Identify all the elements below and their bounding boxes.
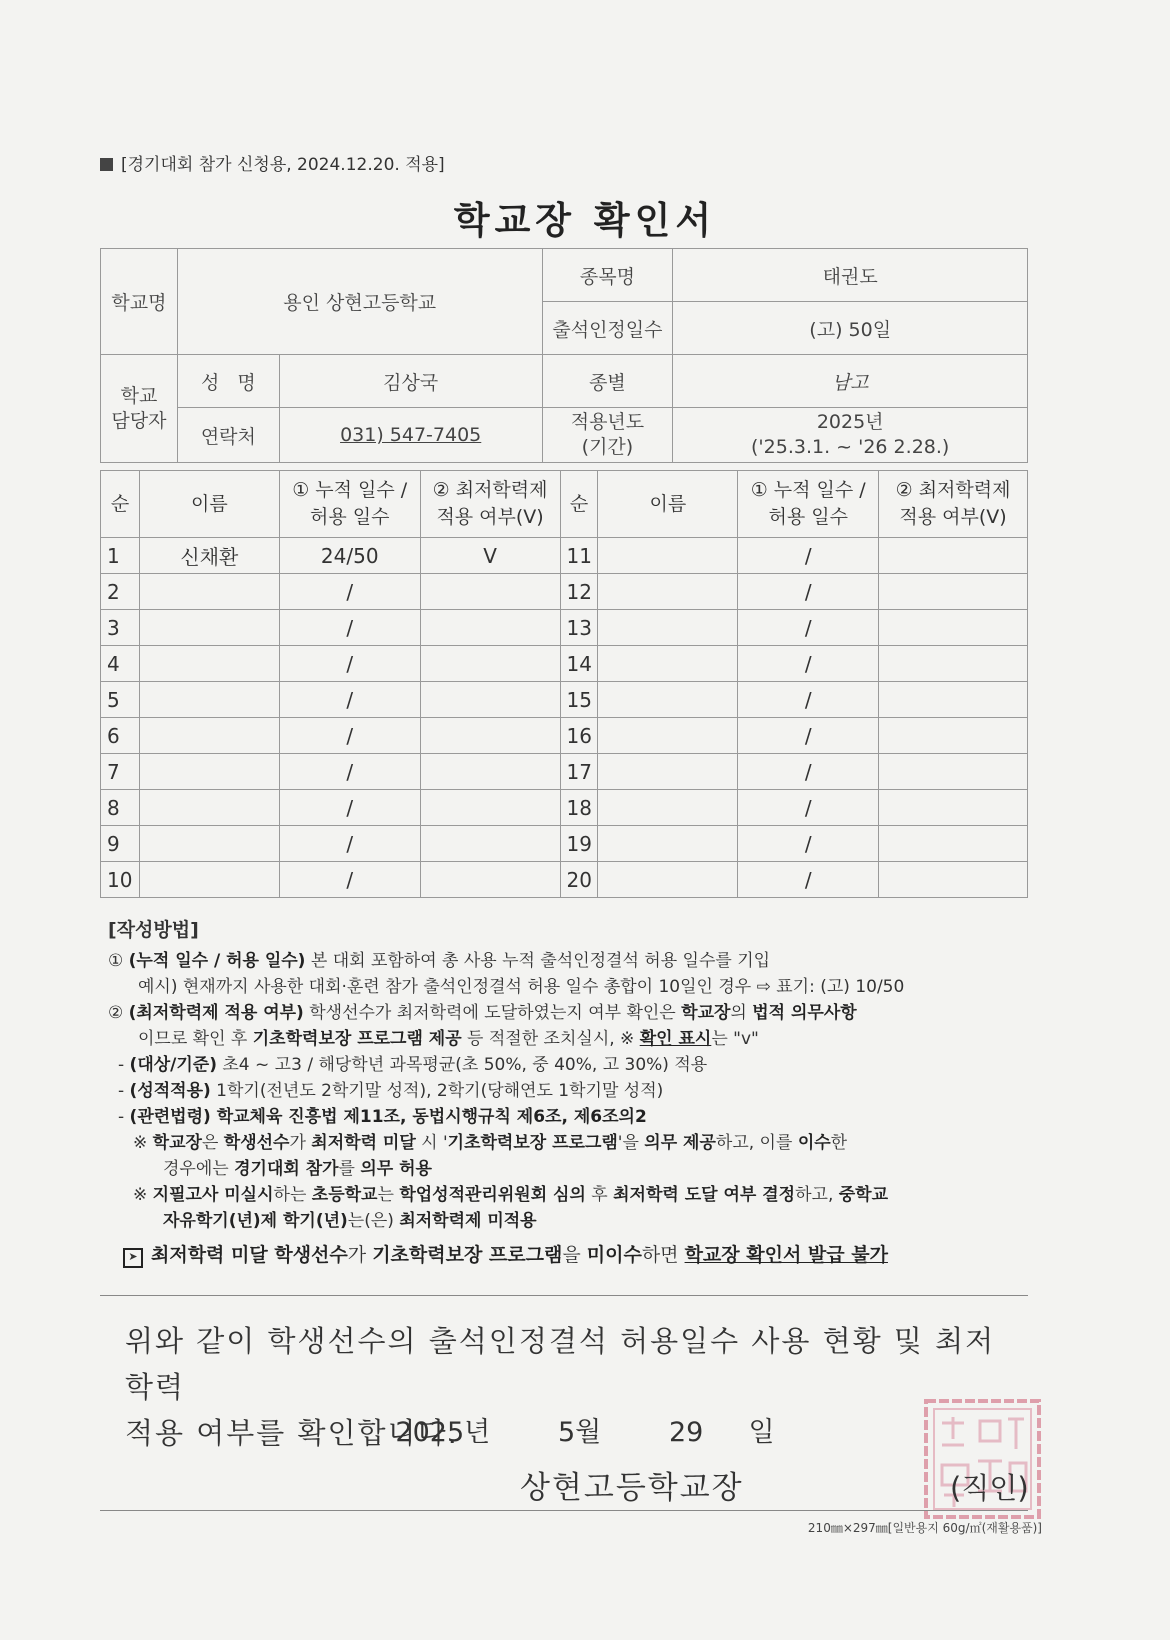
row-name xyxy=(598,682,738,718)
boxed-arrow-icon: ➤ xyxy=(123,1248,143,1268)
term: 최저학력제 미적용 xyxy=(399,1211,537,1231)
term: 경기대회 참가 xyxy=(234,1159,339,1179)
instruction-line xyxy=(108,1000,1038,1026)
row-days: / xyxy=(738,574,879,610)
col-header-days-2 xyxy=(738,471,879,538)
term: 미이수 xyxy=(586,1244,642,1266)
row-min xyxy=(420,718,560,754)
row-no: 1 xyxy=(101,538,140,574)
row-no: 12 xyxy=(560,574,598,610)
row-days: / xyxy=(738,538,879,574)
row-no: 10 xyxy=(101,862,140,898)
text: 시 ' xyxy=(415,1133,448,1153)
row-name xyxy=(598,574,738,610)
col-header-no: 순 xyxy=(101,471,140,538)
term: 법적 의무사항 xyxy=(752,1003,857,1023)
row-min xyxy=(879,574,1028,610)
col-header-min-2-line1: ② 최저학력제 xyxy=(895,479,1011,501)
term: 중학교 xyxy=(838,1185,889,1205)
row-no: 17 xyxy=(560,754,598,790)
row-name xyxy=(139,754,279,790)
row-days: / xyxy=(279,610,420,646)
text: 는 "v" xyxy=(711,1029,759,1049)
row-min xyxy=(420,754,560,790)
text: 을 xyxy=(562,1244,587,1266)
row-no: 16 xyxy=(560,718,598,754)
row-no: 19 xyxy=(560,826,598,862)
row-no: 6 xyxy=(101,718,140,754)
row-no: 13 xyxy=(560,610,598,646)
text: - xyxy=(118,1055,130,1075)
term: 학교장 확인서 발급 불가 xyxy=(684,1244,888,1266)
instruction-line xyxy=(108,1026,1038,1052)
seal-label: (직인) xyxy=(950,1471,1029,1505)
sport-label: 종목명 xyxy=(542,249,673,302)
term: 의무 제공 xyxy=(644,1133,716,1153)
table-row xyxy=(101,754,1028,790)
term: 학생선수 xyxy=(223,1133,290,1153)
name-value: 김상국 xyxy=(279,355,542,408)
year-value-line1: 2025년 xyxy=(816,411,884,433)
row-days: / xyxy=(738,682,879,718)
row-name xyxy=(598,646,738,682)
manager-label xyxy=(101,355,178,463)
row-name xyxy=(139,646,279,682)
row-name xyxy=(598,538,738,574)
table-row xyxy=(101,610,1028,646)
circled-number: ② xyxy=(108,1003,129,1023)
col-header-min xyxy=(420,471,560,538)
col-header-no-2: 순 xyxy=(560,471,598,538)
row-no: 14 xyxy=(560,646,598,682)
text: 학생선수가 최저학력에 도달하였는지 여부 확인은 xyxy=(303,1003,682,1023)
row-name xyxy=(139,790,279,826)
row-name xyxy=(139,682,279,718)
form-tag xyxy=(100,150,445,175)
row-min xyxy=(420,646,560,682)
row-min: V xyxy=(420,538,560,574)
text: 한 xyxy=(830,1133,848,1153)
term: (성적적용) xyxy=(129,1081,211,1101)
row-no: 4 xyxy=(101,646,140,682)
row-days: 24/50 xyxy=(279,538,420,574)
year-label-line1: 적용년도 xyxy=(570,411,645,433)
manager-label-line2: 담당자 xyxy=(111,409,167,432)
text: 경우에는 xyxy=(163,1159,235,1179)
row-no: 20 xyxy=(560,862,598,898)
text: 초4 ~ 고3 / 해당학년 과목평균(초 50%, 중 40%, 고 30%) 적용 xyxy=(216,1055,708,1075)
text: '을 xyxy=(617,1133,645,1153)
table-row xyxy=(101,646,1028,682)
text: 1학기(전년도 2학기말 성적), 2학기(당해연도 1학기말 성적) xyxy=(210,1081,664,1101)
declaration-line1: 위와 같이 학생선수의 출석인정결석 허용일수 사용 현황 및 최저학력 xyxy=(125,1324,996,1404)
term: 기초학력보장 프로그램 xyxy=(447,1133,618,1153)
row-min xyxy=(420,862,560,898)
circled-number: ① xyxy=(108,951,129,971)
table-row xyxy=(101,826,1028,862)
contact-label: 연락처 xyxy=(177,408,279,463)
col-header-name: 이름 xyxy=(139,471,279,538)
text: - xyxy=(118,1107,130,1127)
row-days: / xyxy=(738,610,879,646)
text: - xyxy=(118,1081,130,1101)
row-name: 신채환 xyxy=(139,538,279,574)
square-bullet-icon xyxy=(100,158,113,171)
term: 확인 표시 xyxy=(639,1029,712,1049)
page-title: 학교장 확인서 xyxy=(453,199,717,242)
row-no: 8 xyxy=(101,790,140,826)
instruction-line xyxy=(108,1052,1038,1078)
row-min xyxy=(879,610,1028,646)
sport-value: 태권도 xyxy=(673,249,1028,302)
year-value-line2: ('25.3.1. ~ '26 2.28.) xyxy=(751,436,950,458)
text: 는 xyxy=(377,1185,400,1205)
text: 후 xyxy=(585,1185,614,1205)
term: (누적 일수 / 허용 일수) xyxy=(128,951,306,971)
row-min xyxy=(879,646,1028,682)
row-days: / xyxy=(279,790,420,826)
year-label-line2: (기간) xyxy=(581,436,634,458)
col-header-days-line2: 허용 일수 xyxy=(310,506,390,528)
text: 은 xyxy=(201,1133,224,1153)
attendance-label: 출석인정일수 xyxy=(542,302,673,355)
instructions-section xyxy=(108,915,1038,1268)
row-min xyxy=(879,862,1028,898)
row-days: / xyxy=(279,754,420,790)
row-name xyxy=(598,826,738,862)
text: 하고, xyxy=(795,1185,839,1205)
row-min xyxy=(879,790,1028,826)
row-min xyxy=(879,682,1028,718)
text: 는(은) xyxy=(347,1211,400,1231)
warning-note xyxy=(108,1242,1038,1268)
row-name xyxy=(139,862,279,898)
table-row xyxy=(101,682,1028,718)
term: (관련법령) 학교체육 진흥법 제11조, 동법시행규칙 제6조, 제6조의2 xyxy=(129,1107,647,1127)
contact-value xyxy=(279,408,542,463)
form-tag-text: [경기대회 참가 신청용, 2024.12.20. 적용] xyxy=(121,155,445,175)
instruction-line xyxy=(108,948,1038,974)
gender-label: 종별 xyxy=(542,355,673,408)
row-min xyxy=(420,610,560,646)
col-header-days-2-line2: 허용 일수 xyxy=(768,506,848,528)
col-header-min-2-line2: 적용 여부(V) xyxy=(899,506,1007,528)
signing-date: 2025년 5월 29 일 xyxy=(395,1417,775,1448)
instruction-line xyxy=(108,1104,1038,1130)
divider xyxy=(100,1295,1028,1296)
attendance-value: (고) 50일 xyxy=(673,302,1028,355)
row-name xyxy=(139,826,279,862)
row-name xyxy=(598,754,738,790)
row-days: / xyxy=(738,790,879,826)
row-no: 18 xyxy=(560,790,598,826)
row-days: / xyxy=(738,754,879,790)
term: 학교장 xyxy=(681,1003,731,1023)
divider xyxy=(100,1510,1028,1511)
row-days: / xyxy=(279,574,420,610)
instruction-line xyxy=(108,1156,1038,1182)
text: 이므로 확인 후 xyxy=(138,1029,253,1049)
row-days: / xyxy=(279,826,420,862)
instruction-line xyxy=(108,1130,1038,1156)
row-name xyxy=(598,718,738,754)
term: 최저학력 미달 xyxy=(311,1133,416,1153)
text: 를 xyxy=(338,1159,361,1179)
row-no: 2 xyxy=(101,574,140,610)
col-header-min-2 xyxy=(879,471,1028,538)
row-name xyxy=(139,574,279,610)
table-row xyxy=(101,862,1028,898)
col-header-min-line1: ② 최저학력제 xyxy=(432,479,548,501)
text: 하면 xyxy=(641,1244,685,1266)
instruction-line xyxy=(108,1208,1038,1234)
term: 최저학력 도달 여부 결정 xyxy=(613,1185,796,1205)
instruction-line xyxy=(108,1078,1038,1104)
instruction-line xyxy=(108,974,1038,1000)
row-no: 15 xyxy=(560,682,598,718)
term: 기초학력보장 프로그램 xyxy=(372,1244,563,1266)
row-min xyxy=(420,826,560,862)
row-days: / xyxy=(738,862,879,898)
gender-value: 남고 xyxy=(673,355,1028,408)
row-min xyxy=(879,538,1028,574)
instructions-heading: [작성방법] xyxy=(108,919,199,941)
term: (최저학력제 적용 여부) xyxy=(128,1003,304,1023)
row-days: / xyxy=(279,862,420,898)
text: ※ xyxy=(133,1185,153,1205)
text: 예시) 현재까지 사용한 대회·훈련 참가 출석인정결석 허용 일수 총합이 10일인 경우 ⇨ 표기: (고) 10/50 xyxy=(138,977,905,997)
contact-number: 031) 547-7405 xyxy=(340,424,482,446)
term: (대상/기준) xyxy=(129,1055,217,1075)
term: 자유학기(년)제 학기(년) xyxy=(163,1211,348,1231)
term: 최저학력 미달 학생선수 xyxy=(151,1244,348,1266)
declaration-line2: 적용 여부를 확인합니다. xyxy=(125,1416,459,1450)
col-header-name-2: 이름 xyxy=(598,471,738,538)
text: 하고, 이를 xyxy=(715,1133,798,1153)
term: 의무 허용 xyxy=(360,1159,432,1179)
text: ※ xyxy=(133,1133,153,1153)
term: 학교장 xyxy=(152,1133,202,1153)
year-label xyxy=(542,408,673,463)
table-row xyxy=(101,574,1028,610)
row-min xyxy=(420,682,560,718)
row-min xyxy=(420,790,560,826)
text: 의 xyxy=(730,1003,753,1023)
col-header-days xyxy=(279,471,420,538)
info-table xyxy=(100,248,1028,463)
row-min xyxy=(879,826,1028,862)
row-name xyxy=(598,862,738,898)
row-name xyxy=(598,610,738,646)
row-name xyxy=(598,790,738,826)
row-days: / xyxy=(738,718,879,754)
athlete-table xyxy=(100,470,1028,898)
text: 본 대회 포함하여 총 사용 누적 출석인정결석 허용 일수를 기입 xyxy=(305,951,771,971)
row-days: / xyxy=(738,826,879,862)
col-header-min-line2: 적용 여부(V) xyxy=(436,506,544,528)
instruction-line xyxy=(108,1182,1038,1208)
text: 하는 xyxy=(273,1185,312,1205)
row-no: 7 xyxy=(101,754,140,790)
col-header-days-2-line1: ① 누적 일수 / xyxy=(750,479,866,501)
year-value xyxy=(673,408,1028,463)
text: 가 xyxy=(289,1133,312,1153)
school-name-label: 학교명 xyxy=(101,249,178,355)
row-days: / xyxy=(279,682,420,718)
term: 지필고사 미실시 xyxy=(152,1185,274,1205)
row-min xyxy=(879,754,1028,790)
text: 가 xyxy=(347,1244,373,1266)
row-days: / xyxy=(279,646,420,682)
table-row xyxy=(101,790,1028,826)
manager-label-line1: 학교 xyxy=(120,384,158,407)
row-min xyxy=(879,718,1028,754)
term: 초등학교 xyxy=(311,1185,378,1205)
term: 기초학력보장 프로그램 제공 xyxy=(252,1029,462,1049)
row-no: 5 xyxy=(101,682,140,718)
school-name-value: 용인 상현고등학교 xyxy=(177,249,542,355)
row-name xyxy=(139,718,279,754)
row-days: / xyxy=(279,718,420,754)
row-no: 11 xyxy=(560,538,598,574)
name-label: 성 명 xyxy=(177,355,279,408)
term: 학업성적관리위원회 심의 xyxy=(399,1185,586,1205)
row-min xyxy=(420,574,560,610)
table-row xyxy=(101,718,1028,754)
row-name xyxy=(139,610,279,646)
row-no: 3 xyxy=(101,610,140,646)
row-no: 9 xyxy=(101,826,140,862)
principal-title: 상현고등학교장 xyxy=(520,1470,744,1506)
row-days: / xyxy=(738,646,879,682)
term: 이수 xyxy=(797,1133,831,1153)
text: 등 적절한 조치실시, ※ xyxy=(461,1029,640,1049)
table-row xyxy=(101,538,1028,574)
paper-spec-footer: 210㎜×297㎜[일반용지 60g/㎡(재활용품)] xyxy=(807,1521,1042,1535)
col-header-days-line1: ① 누적 일수 / xyxy=(292,479,408,501)
